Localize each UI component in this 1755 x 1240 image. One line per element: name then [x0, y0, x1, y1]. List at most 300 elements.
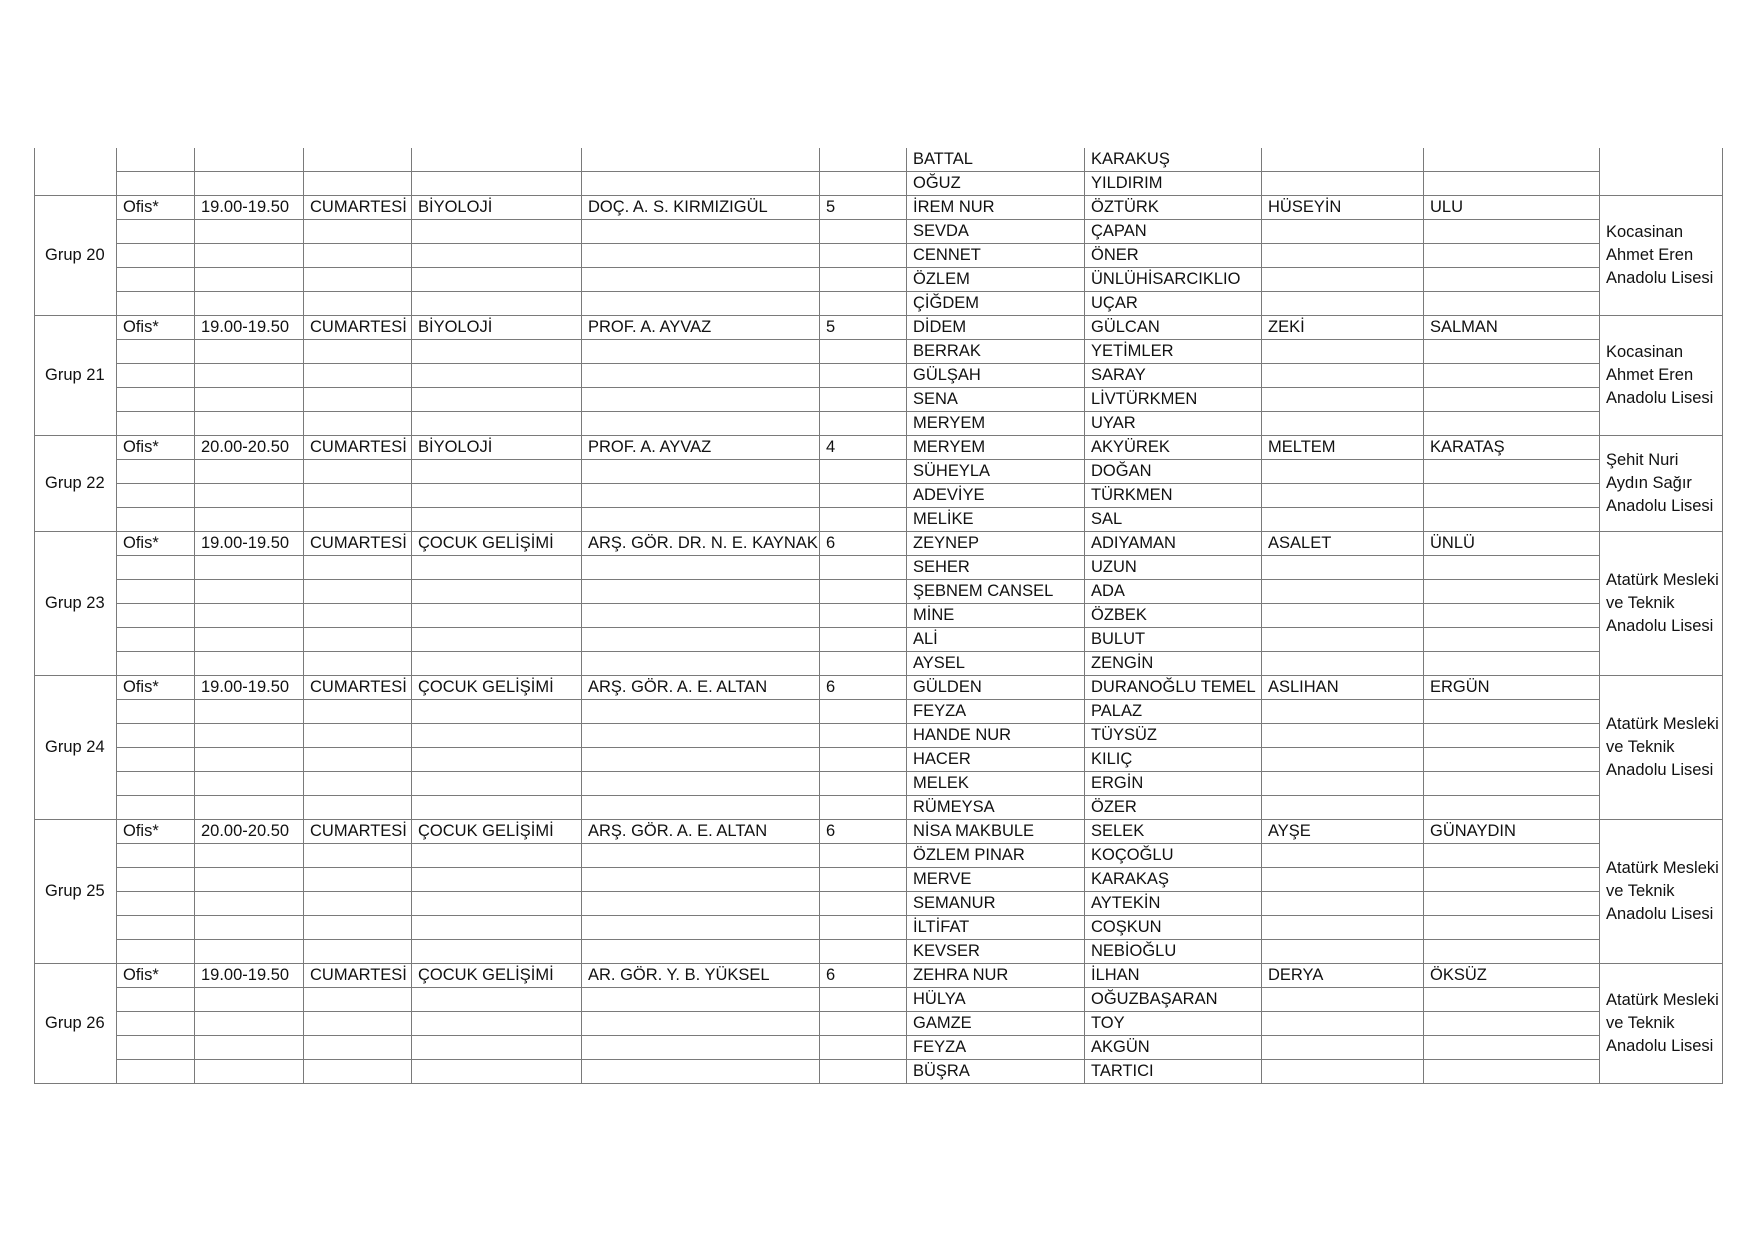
- mentor-last-name: [1424, 148, 1600, 172]
- student-last-name: COŞKUN: [1085, 916, 1262, 940]
- subject-cell: [412, 1060, 582, 1084]
- student-first-name: ZEYNEP: [907, 532, 1085, 556]
- day-cell: [304, 724, 412, 748]
- time-cell: [195, 268, 304, 292]
- student-last-name: UYAR: [1085, 412, 1262, 436]
- mentor-first-name: [1262, 652, 1424, 676]
- mentor-last-name: [1424, 556, 1600, 580]
- place-cell: [117, 1012, 195, 1036]
- teacher-cell: [582, 292, 820, 316]
- subject-cell: [412, 652, 582, 676]
- time-cell: [195, 988, 304, 1012]
- count-cell: 5: [820, 316, 907, 340]
- school-name: Atatürk Mesleki ve Teknik Anadolu Lisesi: [1600, 532, 1723, 676]
- mentor-last-name: ULU: [1424, 196, 1600, 220]
- teacher-cell: [582, 556, 820, 580]
- day-cell: [304, 892, 412, 916]
- subject-cell: [412, 892, 582, 916]
- table-row: [35, 988, 1723, 1012]
- count-cell: [820, 628, 907, 652]
- mentor-first-name: [1262, 460, 1424, 484]
- student-first-name: MERYEM: [907, 436, 1085, 460]
- table-row: [35, 412, 1723, 436]
- student-last-name: KOÇOĞLU: [1085, 844, 1262, 868]
- student-last-name: YETİMLER: [1085, 340, 1262, 364]
- student-last-name: KARAKUŞ: [1085, 148, 1262, 172]
- day-cell: [304, 340, 412, 364]
- student-first-name: MELİKE: [907, 508, 1085, 532]
- place-cell: [117, 244, 195, 268]
- mentor-first-name: [1262, 580, 1424, 604]
- teacher-cell: [582, 340, 820, 364]
- day-cell: CUMARTESİ: [304, 676, 412, 700]
- mentor-first-name: [1262, 844, 1424, 868]
- place-cell: Ofis*: [117, 196, 195, 220]
- count-cell: [820, 652, 907, 676]
- subject-cell: [412, 364, 582, 388]
- student-last-name: BULUT: [1085, 628, 1262, 652]
- count-cell: [820, 844, 907, 868]
- student-last-name: TÜRKMEN: [1085, 484, 1262, 508]
- student-first-name: SEMANUR: [907, 892, 1085, 916]
- count-cell: [820, 892, 907, 916]
- student-first-name: AYSEL: [907, 652, 1085, 676]
- school-cell-continued: [1600, 148, 1723, 196]
- student-first-name: ÖZLEM PINAR: [907, 844, 1085, 868]
- mentor-first-name: [1262, 1060, 1424, 1084]
- student-first-name: HACER: [907, 748, 1085, 772]
- table-row: [35, 316, 1723, 340]
- subject-cell: [412, 508, 582, 532]
- teacher-cell: ARŞ. GÖR. DR. N. E. KAYNAK: [582, 532, 820, 556]
- table-row: [35, 460, 1723, 484]
- school-name: Şehit Nuri Aydın Sağır Anadolu Lisesi: [1600, 436, 1723, 532]
- student-last-name: KARAKAŞ: [1085, 868, 1262, 892]
- table-row: [35, 244, 1723, 268]
- count-cell: [820, 700, 907, 724]
- time-cell: [195, 388, 304, 412]
- count-cell: [820, 940, 907, 964]
- table-row: [35, 772, 1723, 796]
- mentor-last-name: [1424, 940, 1600, 964]
- teacher-cell: PROF. A. AYVAZ: [582, 316, 820, 340]
- teacher-cell: [582, 868, 820, 892]
- count-cell: [820, 988, 907, 1012]
- mentor-first-name: [1262, 988, 1424, 1012]
- table-row: [35, 652, 1723, 676]
- teacher-cell: [582, 1012, 820, 1036]
- count-cell: [820, 556, 907, 580]
- student-last-name: AKYÜREK: [1085, 436, 1262, 460]
- subject-cell: [412, 460, 582, 484]
- time-cell: [195, 412, 304, 436]
- teacher-cell: [582, 652, 820, 676]
- mentor-first-name: [1262, 484, 1424, 508]
- count-cell: [820, 388, 907, 412]
- teacher-cell: [582, 700, 820, 724]
- student-first-name: OĞUZ: [907, 172, 1085, 196]
- student-last-name: ADIYAMAN: [1085, 532, 1262, 556]
- time-cell: [195, 916, 304, 940]
- teacher-cell: [582, 940, 820, 964]
- subject-cell: [412, 388, 582, 412]
- place-cell: [117, 868, 195, 892]
- place-cell: [117, 796, 195, 820]
- subject-cell: [412, 484, 582, 508]
- time-cell: [195, 628, 304, 652]
- subject-cell: [412, 220, 582, 244]
- place-cell: [117, 628, 195, 652]
- student-last-name: SELEK: [1085, 820, 1262, 844]
- place-cell: [117, 1060, 195, 1084]
- table-row: [35, 436, 1723, 460]
- student-last-name: ZENGİN: [1085, 652, 1262, 676]
- table-row: [35, 964, 1723, 988]
- mentor-last-name: ÜNLÜ: [1424, 532, 1600, 556]
- table-row: [35, 1012, 1723, 1036]
- mentor-last-name: [1424, 700, 1600, 724]
- place-cell: [117, 484, 195, 508]
- count-cell: [820, 244, 907, 268]
- place-cell: [117, 148, 195, 172]
- teacher-cell: [582, 508, 820, 532]
- mentor-last-name: [1424, 772, 1600, 796]
- time-cell: [195, 772, 304, 796]
- time-cell: [195, 556, 304, 580]
- teacher-cell: [582, 388, 820, 412]
- teacher-cell: AR. GÖR. Y. B. YÜKSEL: [582, 964, 820, 988]
- mentor-last-name: [1424, 364, 1600, 388]
- mentor-last-name: [1424, 388, 1600, 412]
- count-cell: [820, 268, 907, 292]
- place-cell: [117, 172, 195, 196]
- subject-cell: [412, 556, 582, 580]
- subject-cell: [412, 700, 582, 724]
- student-last-name: TOY: [1085, 1012, 1262, 1036]
- day-cell: CUMARTESİ: [304, 316, 412, 340]
- count-cell: [820, 172, 907, 196]
- count-cell: [820, 580, 907, 604]
- mentor-first-name: [1262, 556, 1424, 580]
- day-cell: [304, 652, 412, 676]
- place-cell: [117, 604, 195, 628]
- day-cell: [304, 988, 412, 1012]
- subject-cell: [412, 1036, 582, 1060]
- time-cell: [195, 940, 304, 964]
- count-cell: 6: [820, 532, 907, 556]
- table-row: [35, 148, 1723, 172]
- mentor-first-name: [1262, 628, 1424, 652]
- count-cell: 4: [820, 436, 907, 460]
- place-cell: [117, 1036, 195, 1060]
- table-row: [35, 844, 1723, 868]
- mentor-first-name: [1262, 748, 1424, 772]
- day-cell: [304, 1012, 412, 1036]
- count-cell: [820, 1012, 907, 1036]
- day-cell: CUMARTESİ: [304, 532, 412, 556]
- student-first-name: ZEHRA NUR: [907, 964, 1085, 988]
- mentor-last-name: [1424, 892, 1600, 916]
- student-first-name: MERVE: [907, 868, 1085, 892]
- table-row: [35, 580, 1723, 604]
- student-first-name: DİDEM: [907, 316, 1085, 340]
- time-cell: [195, 244, 304, 268]
- subject-cell: [412, 844, 582, 868]
- subject-cell: BİYOLOJİ: [412, 316, 582, 340]
- day-cell: [304, 628, 412, 652]
- place-cell: [117, 268, 195, 292]
- teacher-cell: [582, 268, 820, 292]
- count-cell: [820, 796, 907, 820]
- mentor-first-name: [1262, 340, 1424, 364]
- group-name: Grup 26: [35, 964, 117, 1084]
- student-first-name: SENA: [907, 388, 1085, 412]
- place-cell: [117, 580, 195, 604]
- time-cell: 19.00-19.50: [195, 676, 304, 700]
- teacher-cell: [582, 844, 820, 868]
- day-cell: [304, 556, 412, 580]
- mentor-first-name: ASALET: [1262, 532, 1424, 556]
- day-cell: [304, 484, 412, 508]
- mentor-last-name: [1424, 748, 1600, 772]
- time-cell: [195, 748, 304, 772]
- student-last-name: YILDIRIM: [1085, 172, 1262, 196]
- subject-cell: [412, 916, 582, 940]
- teacher-cell: [582, 580, 820, 604]
- day-cell: [304, 388, 412, 412]
- table-row: [35, 868, 1723, 892]
- mentor-last-name: SALMAN: [1424, 316, 1600, 340]
- teacher-cell: [582, 148, 820, 172]
- place-cell: Ofis*: [117, 964, 195, 988]
- table-row: [35, 628, 1723, 652]
- mentor-last-name: [1424, 484, 1600, 508]
- group-name: Grup 21: [35, 316, 117, 436]
- mentor-last-name: [1424, 844, 1600, 868]
- day-cell: [304, 796, 412, 820]
- time-cell: [195, 892, 304, 916]
- subject-cell: [412, 412, 582, 436]
- place-cell: [117, 892, 195, 916]
- subject-cell: [412, 1012, 582, 1036]
- mentor-last-name: [1424, 268, 1600, 292]
- student-last-name: TARTICI: [1085, 1060, 1262, 1084]
- place-cell: [117, 460, 195, 484]
- student-last-name: AKGÜN: [1085, 1036, 1262, 1060]
- teacher-cell: ARŞ. GÖR. A. E. ALTAN: [582, 676, 820, 700]
- table-row: [35, 940, 1723, 964]
- table-row: [35, 364, 1723, 388]
- teacher-cell: [582, 748, 820, 772]
- day-cell: [304, 244, 412, 268]
- day-cell: CUMARTESİ: [304, 820, 412, 844]
- subject-cell: [412, 340, 582, 364]
- place-cell: [117, 940, 195, 964]
- place-cell: Ofis*: [117, 676, 195, 700]
- table-row: [35, 1060, 1723, 1084]
- place-cell: [117, 772, 195, 796]
- mentor-first-name: AYŞE: [1262, 820, 1424, 844]
- count-cell: 6: [820, 964, 907, 988]
- mentor-first-name: [1262, 148, 1424, 172]
- day-cell: [304, 172, 412, 196]
- mentor-last-name: [1424, 1060, 1600, 1084]
- student-last-name: GÜLCAN: [1085, 316, 1262, 340]
- time-cell: [195, 172, 304, 196]
- table-row: [35, 388, 1723, 412]
- student-first-name: MİNE: [907, 604, 1085, 628]
- day-cell: [304, 844, 412, 868]
- subject-cell: [412, 724, 582, 748]
- time-cell: [195, 364, 304, 388]
- count-cell: [820, 508, 907, 532]
- day-cell: [304, 868, 412, 892]
- subject-cell: ÇOCUK GELİŞİMİ: [412, 964, 582, 988]
- table-row: [35, 340, 1723, 364]
- subject-cell: BİYOLOJİ: [412, 436, 582, 460]
- time-cell: 19.00-19.50: [195, 532, 304, 556]
- place-cell: Ofis*: [117, 820, 195, 844]
- student-last-name: NEBİOĞLU: [1085, 940, 1262, 964]
- time-cell: [195, 1060, 304, 1084]
- place-cell: [117, 508, 195, 532]
- mentor-first-name: ASLIHAN: [1262, 676, 1424, 700]
- day-cell: [304, 364, 412, 388]
- school-name: Atatürk Mesleki ve Teknik Anadolu Lisesi: [1600, 820, 1723, 964]
- day-cell: CUMARTESİ: [304, 964, 412, 988]
- mentor-first-name: [1262, 1036, 1424, 1060]
- student-last-name: ÜNLÜHİSARCIKLIO: [1085, 268, 1262, 292]
- subject-cell: [412, 772, 582, 796]
- mentor-first-name: [1262, 604, 1424, 628]
- mentor-last-name: [1424, 652, 1600, 676]
- mentor-first-name: [1262, 244, 1424, 268]
- subject-cell: [412, 292, 582, 316]
- count-cell: [820, 148, 907, 172]
- mentor-first-name: [1262, 364, 1424, 388]
- time-cell: [195, 460, 304, 484]
- student-first-name: ÖZLEM: [907, 268, 1085, 292]
- student-first-name: İREM NUR: [907, 196, 1085, 220]
- day-cell: [304, 700, 412, 724]
- student-first-name: FEYZA: [907, 1036, 1085, 1060]
- count-cell: [820, 772, 907, 796]
- count-cell: 5: [820, 196, 907, 220]
- time-cell: 20.00-20.50: [195, 820, 304, 844]
- group-schedule-table: [34, 148, 1723, 1084]
- teacher-cell: [582, 916, 820, 940]
- student-last-name: SAL: [1085, 508, 1262, 532]
- student-last-name: DOĞAN: [1085, 460, 1262, 484]
- student-last-name: PALAZ: [1085, 700, 1262, 724]
- mentor-first-name: [1262, 508, 1424, 532]
- mentor-last-name: [1424, 244, 1600, 268]
- mentor-first-name: [1262, 412, 1424, 436]
- teacher-cell: [582, 724, 820, 748]
- place-cell: [117, 916, 195, 940]
- mentor-first-name: HÜSEYİN: [1262, 196, 1424, 220]
- time-cell: [195, 508, 304, 532]
- mentor-first-name: [1262, 292, 1424, 316]
- table-row: [35, 796, 1723, 820]
- table-row: [35, 604, 1723, 628]
- day-cell: [304, 916, 412, 940]
- student-last-name: ADA: [1085, 580, 1262, 604]
- student-first-name: SÜHEYLA: [907, 460, 1085, 484]
- student-first-name: RÜMEYSA: [907, 796, 1085, 820]
- table-row: [35, 532, 1723, 556]
- mentor-first-name: [1262, 772, 1424, 796]
- count-cell: [820, 748, 907, 772]
- mentor-last-name: [1424, 220, 1600, 244]
- school-name: Atatürk Mesleki ve Teknik Anadolu Lisesi: [1600, 676, 1723, 820]
- place-cell: Ofis*: [117, 436, 195, 460]
- place-cell: Ofis*: [117, 532, 195, 556]
- subject-cell: [412, 604, 582, 628]
- subject-cell: [412, 580, 582, 604]
- mentor-first-name: DERYA: [1262, 964, 1424, 988]
- table-row: [35, 508, 1723, 532]
- day-cell: [304, 220, 412, 244]
- teacher-cell: [582, 244, 820, 268]
- student-first-name: MERYEM: [907, 412, 1085, 436]
- teacher-cell: [582, 988, 820, 1012]
- mentor-last-name: ÖKSÜZ: [1424, 964, 1600, 988]
- teacher-cell: [582, 412, 820, 436]
- place-cell: [117, 724, 195, 748]
- subject-cell: [412, 628, 582, 652]
- student-last-name: ÖZER: [1085, 796, 1262, 820]
- mentor-last-name: [1424, 988, 1600, 1012]
- time-cell: 20.00-20.50: [195, 436, 304, 460]
- student-first-name: MELEK: [907, 772, 1085, 796]
- count-cell: [820, 412, 907, 436]
- table-row: [35, 292, 1723, 316]
- count-cell: 6: [820, 676, 907, 700]
- mentor-last-name: [1424, 292, 1600, 316]
- mentor-last-name: [1424, 460, 1600, 484]
- student-last-name: KILIÇ: [1085, 748, 1262, 772]
- subject-cell: [412, 988, 582, 1012]
- student-first-name: NİSA MAKBULE: [907, 820, 1085, 844]
- school-name: Kocasinan Ahmet Eren Anadolu Lisesi: [1600, 196, 1723, 316]
- table-row: [35, 700, 1723, 724]
- count-cell: [820, 724, 907, 748]
- time-cell: [195, 1012, 304, 1036]
- subject-cell: ÇOCUK GELİŞİMİ: [412, 820, 582, 844]
- time-cell: 19.00-19.50: [195, 316, 304, 340]
- teacher-cell: PROF. A. AYVAZ: [582, 436, 820, 460]
- day-cell: [304, 1036, 412, 1060]
- time-cell: [195, 700, 304, 724]
- table-row: [35, 556, 1723, 580]
- student-first-name: BATTAL: [907, 148, 1085, 172]
- teacher-cell: DOÇ. A. S. KIRMIZIGÜL: [582, 196, 820, 220]
- time-cell: [195, 1036, 304, 1060]
- student-first-name: BÜŞRA: [907, 1060, 1085, 1084]
- mentor-last-name: [1424, 1036, 1600, 1060]
- count-cell: [820, 604, 907, 628]
- subject-cell: [412, 268, 582, 292]
- place-cell: [117, 748, 195, 772]
- time-cell: [195, 292, 304, 316]
- place-cell: [117, 364, 195, 388]
- mentor-last-name: [1424, 508, 1600, 532]
- subject-cell: BİYOLOJİ: [412, 196, 582, 220]
- count-cell: 6: [820, 820, 907, 844]
- time-cell: [195, 652, 304, 676]
- student-last-name: LİVTÜRKMEN: [1085, 388, 1262, 412]
